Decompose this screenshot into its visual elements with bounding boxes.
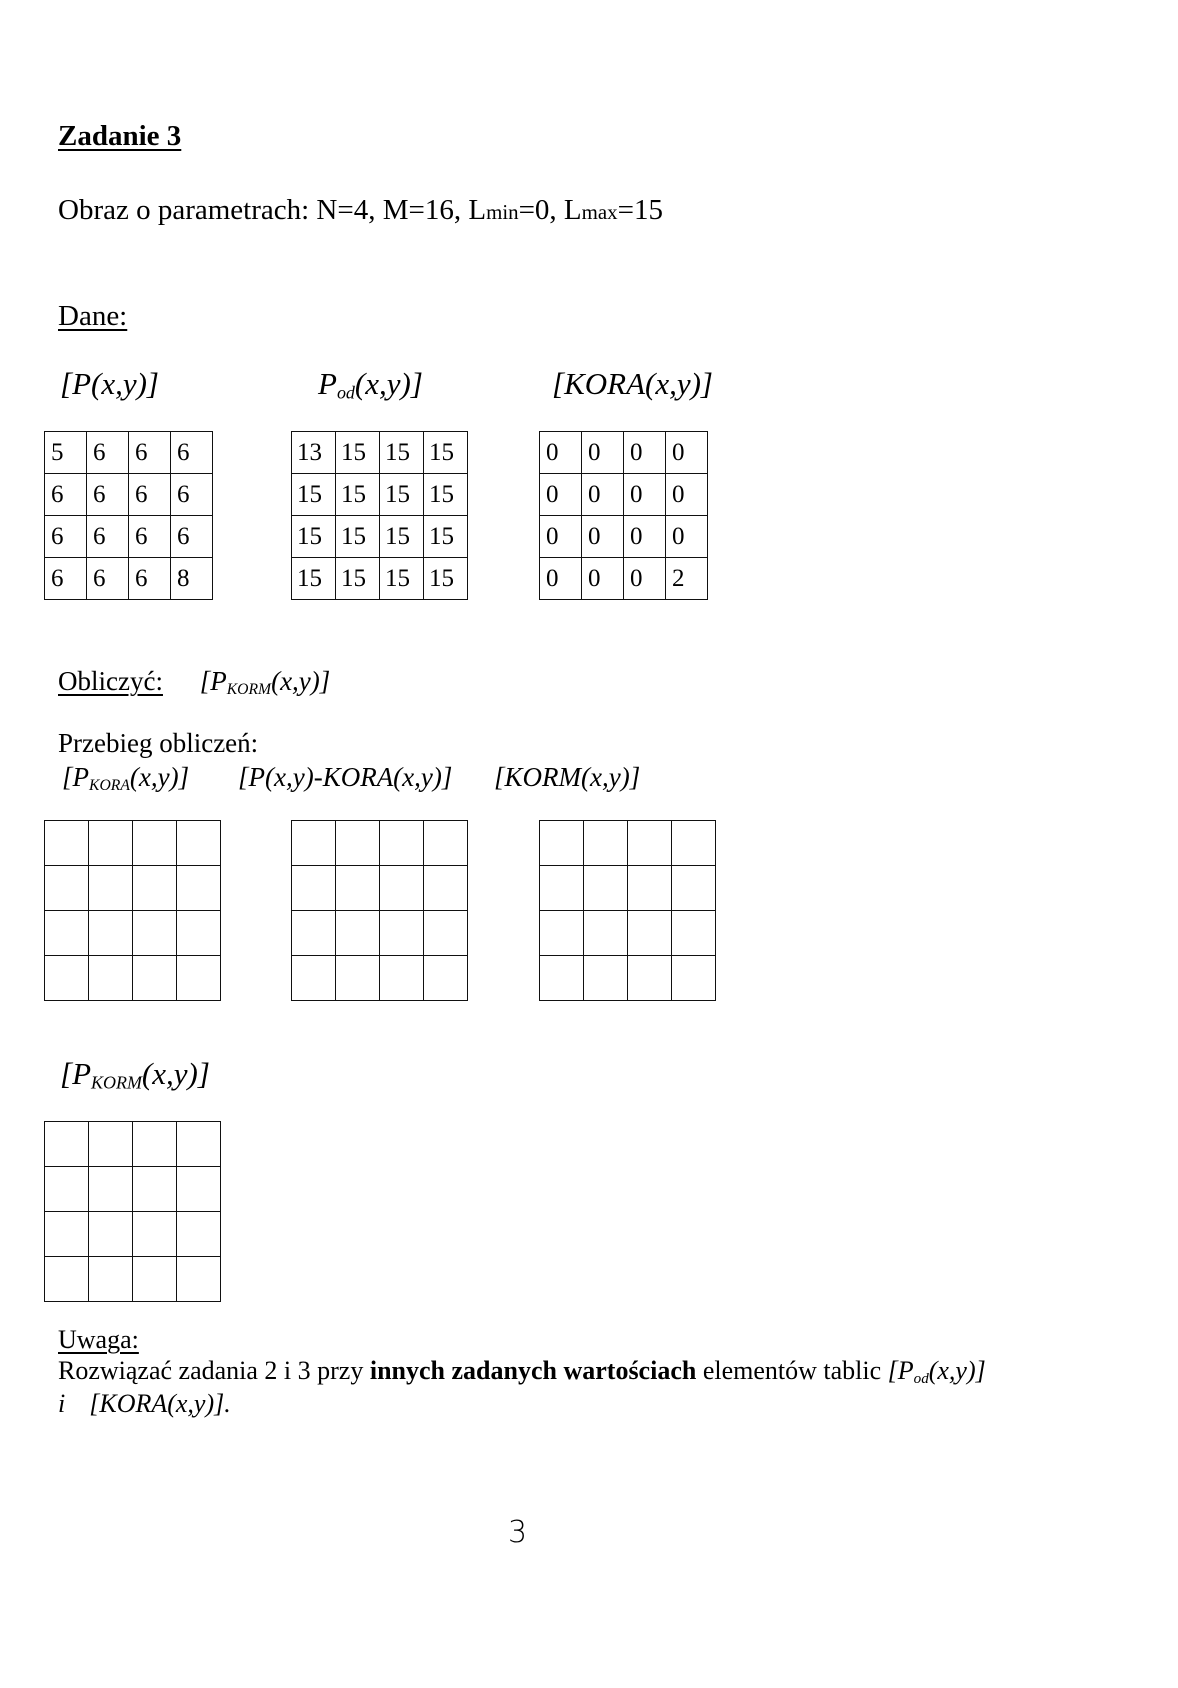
table-row (540, 821, 716, 866)
page-number: 3 (508, 1515, 528, 1550)
table-row (45, 1212, 221, 1257)
empty-cell[interactable] (540, 956, 584, 1001)
note-ref1-sub: od (913, 1370, 929, 1387)
empty-cell[interactable] (424, 866, 468, 911)
compute-target-rest: (x,y)] (271, 666, 331, 696)
table-cell: 6 (171, 474, 213, 516)
table-cell: 15 (336, 474, 380, 516)
table-cell: 0 (624, 474, 666, 516)
compute-target (200, 666, 331, 696)
params-suffix: =15 (617, 194, 663, 226)
empty-cell[interactable] (292, 911, 336, 956)
table-cell: 15 (380, 432, 424, 474)
note-line2-ref: [KORA(x,y)]. (89, 1389, 231, 1418)
korm-table-body (540, 821, 716, 1001)
params-lmin-sub: min (486, 200, 519, 224)
empty-cell[interactable] (672, 821, 716, 866)
table-cell: 5 (45, 432, 87, 474)
table-row (45, 821, 221, 866)
table-cell: 6 (45, 516, 87, 558)
compute-line (58, 666, 330, 699)
table-cell: 6 (87, 558, 129, 600)
pkora-open: [P (62, 762, 89, 792)
empty-cell[interactable] (177, 911, 221, 956)
kora-table-label: [KORA(x,y)] (552, 366, 713, 401)
pod-label-rest: (x,y)] (354, 366, 423, 401)
empty-cell[interactable] (45, 821, 89, 866)
page-title: Zadanie 3 (58, 120, 182, 152)
table-cell: 15 (292, 558, 336, 600)
empty-cell[interactable] (133, 911, 177, 956)
table-cell: 0 (624, 558, 666, 600)
table-row (45, 1122, 221, 1167)
table-cell: 6 (87, 516, 129, 558)
table-cell: 0 (666, 432, 708, 474)
pod-table-label (318, 366, 423, 403)
empty-cell[interactable] (540, 821, 584, 866)
note-text-bold: innych zadanych wartościach (369, 1356, 697, 1385)
empty-cell[interactable] (177, 866, 221, 911)
pkora-label (62, 762, 189, 795)
table-cell: 0 (624, 516, 666, 558)
table-cell: 0 (540, 516, 582, 558)
note-ref1-open: [P (887, 1356, 914, 1385)
empty-cell[interactable] (380, 821, 424, 866)
empty-cell[interactable] (45, 866, 89, 911)
diff-label: [P(x,y)-KORA(x,y)] (238, 762, 453, 792)
empty-cell[interactable] (45, 911, 89, 956)
table-row (540, 516, 708, 558)
empty-cell[interactable] (89, 821, 133, 866)
table-cell: 8 (171, 558, 213, 600)
empty-cell[interactable] (89, 866, 133, 911)
empty-cell[interactable] (45, 956, 89, 1001)
pkorm-table-body (45, 1122, 221, 1302)
params-lmax-sub: max (581, 200, 618, 224)
empty-cell[interactable] (133, 1212, 177, 1257)
empty-cell[interactable] (380, 911, 424, 956)
table-cell: 6 (129, 558, 171, 600)
table-cell: 15 (380, 516, 424, 558)
table-row (45, 432, 213, 474)
table-row (45, 1167, 221, 1212)
empty-cell[interactable] (177, 1212, 221, 1257)
empty-cell[interactable] (177, 1122, 221, 1167)
note-text-before: Rozwiązać zadania 2 i 3 przy (58, 1356, 370, 1385)
pod-label-p: P (318, 366, 337, 401)
diff-table-body (292, 821, 468, 1001)
empty-cell[interactable] (133, 1257, 177, 1302)
p-table-body (45, 432, 213, 600)
empty-cell[interactable] (540, 911, 584, 956)
empty-cell[interactable] (177, 956, 221, 1001)
table-cell: 0 (624, 432, 666, 474)
table-cell: 0 (666, 516, 708, 558)
params-mid: =0, L (518, 194, 582, 226)
empty-cell[interactable] (292, 821, 336, 866)
empty-cell[interactable] (45, 1167, 89, 1212)
table-cell: 15 (336, 432, 380, 474)
table-cell: 15 (336, 558, 380, 600)
empty-cell[interactable] (628, 821, 672, 866)
table-row (540, 956, 716, 1001)
table-cell: 0 (582, 432, 624, 474)
table-row (540, 911, 716, 956)
empty-cell[interactable] (672, 911, 716, 956)
empty-cell[interactable] (177, 1167, 221, 1212)
table-cell: 15 (292, 474, 336, 516)
empty-cell[interactable] (380, 956, 424, 1001)
table-cell: 6 (45, 474, 87, 516)
p-table (44, 431, 213, 600)
result-open: [P (60, 1056, 91, 1091)
table-cell: 2 (666, 558, 708, 600)
table-cell: 15 (292, 516, 336, 558)
empty-cell[interactable] (380, 866, 424, 911)
note-text-after: elementów tablic (696, 1356, 888, 1385)
diff-table (291, 820, 468, 1001)
note-ref-pod (888, 1356, 986, 1385)
empty-cell[interactable] (292, 866, 336, 911)
note-line2-i: i (58, 1389, 66, 1418)
kora-table (539, 431, 708, 600)
parameters-line (58, 194, 663, 227)
table-cell: 15 (424, 432, 468, 474)
table-cell: 15 (424, 558, 468, 600)
empty-cell[interactable] (177, 1257, 221, 1302)
given-heading: Dane: (58, 300, 128, 332)
table-cell: 6 (129, 432, 171, 474)
pkora-rest: (x,y)] (129, 762, 190, 792)
table-row (540, 432, 708, 474)
korm-label: [KORM(x,y)] (494, 762, 641, 792)
table-row (292, 558, 468, 600)
table-cell: 6 (129, 474, 171, 516)
table-row (540, 474, 708, 516)
table-cell: 0 (582, 474, 624, 516)
empty-cell[interactable] (424, 956, 468, 1001)
table-row (45, 474, 213, 516)
table-row (292, 474, 468, 516)
empty-cell[interactable] (89, 911, 133, 956)
table-row (45, 516, 213, 558)
table-row (292, 516, 468, 558)
table-cell: 15 (424, 516, 468, 558)
empty-cell[interactable] (45, 1122, 89, 1167)
table-row (292, 956, 468, 1001)
empty-cell[interactable] (177, 821, 221, 866)
empty-cell[interactable] (133, 866, 177, 911)
pod-label-sub: od (336, 382, 355, 403)
table-cell: 6 (171, 432, 213, 474)
empty-cell[interactable] (628, 866, 672, 911)
pkora-sub: KORA (89, 776, 130, 794)
empty-cell[interactable] (628, 911, 672, 956)
table-row (45, 956, 221, 1001)
korm-table (539, 820, 716, 1001)
table-cell: 6 (87, 432, 129, 474)
empty-cell[interactable] (133, 1122, 177, 1167)
empty-cell[interactable] (45, 1212, 89, 1257)
empty-cell[interactable] (336, 911, 380, 956)
table-cell: 0 (582, 558, 624, 600)
empty-cell[interactable] (584, 956, 628, 1001)
empty-cell[interactable] (672, 956, 716, 1001)
empty-cell[interactable] (89, 1257, 133, 1302)
table-cell: 6 (87, 474, 129, 516)
table-cell: 15 (380, 474, 424, 516)
empty-cell[interactable] (336, 866, 380, 911)
table-cell: 6 (171, 516, 213, 558)
table-row (45, 866, 221, 911)
table-cell: 6 (129, 516, 171, 558)
table-row (45, 911, 221, 956)
table-cell: 0 (540, 432, 582, 474)
empty-cell[interactable] (133, 821, 177, 866)
result-sub: KORM (91, 1072, 142, 1093)
table-cell: 15 (380, 558, 424, 600)
empty-cell[interactable] (424, 821, 468, 866)
empty-cell[interactable] (672, 866, 716, 911)
table-row (45, 1257, 221, 1302)
compute-target-sub: KORM (226, 680, 272, 698)
empty-cell[interactable] (584, 911, 628, 956)
pkorm-table (44, 1121, 221, 1302)
empty-cell[interactable] (89, 956, 133, 1001)
note-line-2 (58, 1389, 231, 1419)
empty-cell[interactable] (584, 866, 628, 911)
p-table-label: [P(x,y)] (60, 366, 159, 401)
table-row (45, 558, 213, 600)
table-cell: 0 (582, 516, 624, 558)
table-row (540, 558, 708, 600)
note-line-1 (58, 1356, 986, 1388)
empty-cell[interactable] (133, 1167, 177, 1212)
pkora-table-body (45, 821, 221, 1001)
table-cell: 15 (424, 474, 468, 516)
params-prefix: Obraz o parametrach: N=4, M=16, L (58, 194, 487, 226)
pod-table-body (292, 432, 468, 600)
compute-target-open: [P (199, 666, 227, 696)
table-cell: 13 (292, 432, 336, 474)
pod-table (291, 431, 468, 600)
table-row (292, 866, 468, 911)
note-heading: Uwaga: (58, 1325, 139, 1354)
empty-cell[interactable] (133, 956, 177, 1001)
steps-heading: Przebieg obliczeń: (58, 728, 259, 758)
empty-cell[interactable] (89, 1167, 133, 1212)
table-row (540, 866, 716, 911)
empty-cell[interactable] (336, 821, 380, 866)
pkora-table (44, 820, 221, 1001)
kora-table-body (540, 432, 708, 600)
table-row (292, 821, 468, 866)
compute-label: Obliczyć: (58, 666, 163, 696)
table-cell: 0 (666, 474, 708, 516)
table-row (292, 911, 468, 956)
empty-cell[interactable] (89, 1122, 133, 1167)
note-ref1-rest: (x,y)] (928, 1356, 986, 1385)
empty-cell[interactable] (584, 821, 628, 866)
empty-cell[interactable] (424, 911, 468, 956)
empty-cell[interactable] (336, 956, 380, 1001)
empty-cell[interactable] (292, 956, 336, 1001)
table-cell: 0 (540, 474, 582, 516)
empty-cell[interactable] (89, 1212, 133, 1257)
result-label (60, 1056, 210, 1093)
empty-cell[interactable] (540, 866, 584, 911)
table-cell: 0 (540, 558, 582, 600)
empty-cell[interactable] (628, 956, 672, 1001)
table-cell: 6 (45, 558, 87, 600)
result-rest: (x,y)] (141, 1056, 210, 1091)
empty-cell[interactable] (45, 1257, 89, 1302)
table-row (292, 432, 468, 474)
table-cell: 15 (336, 516, 380, 558)
